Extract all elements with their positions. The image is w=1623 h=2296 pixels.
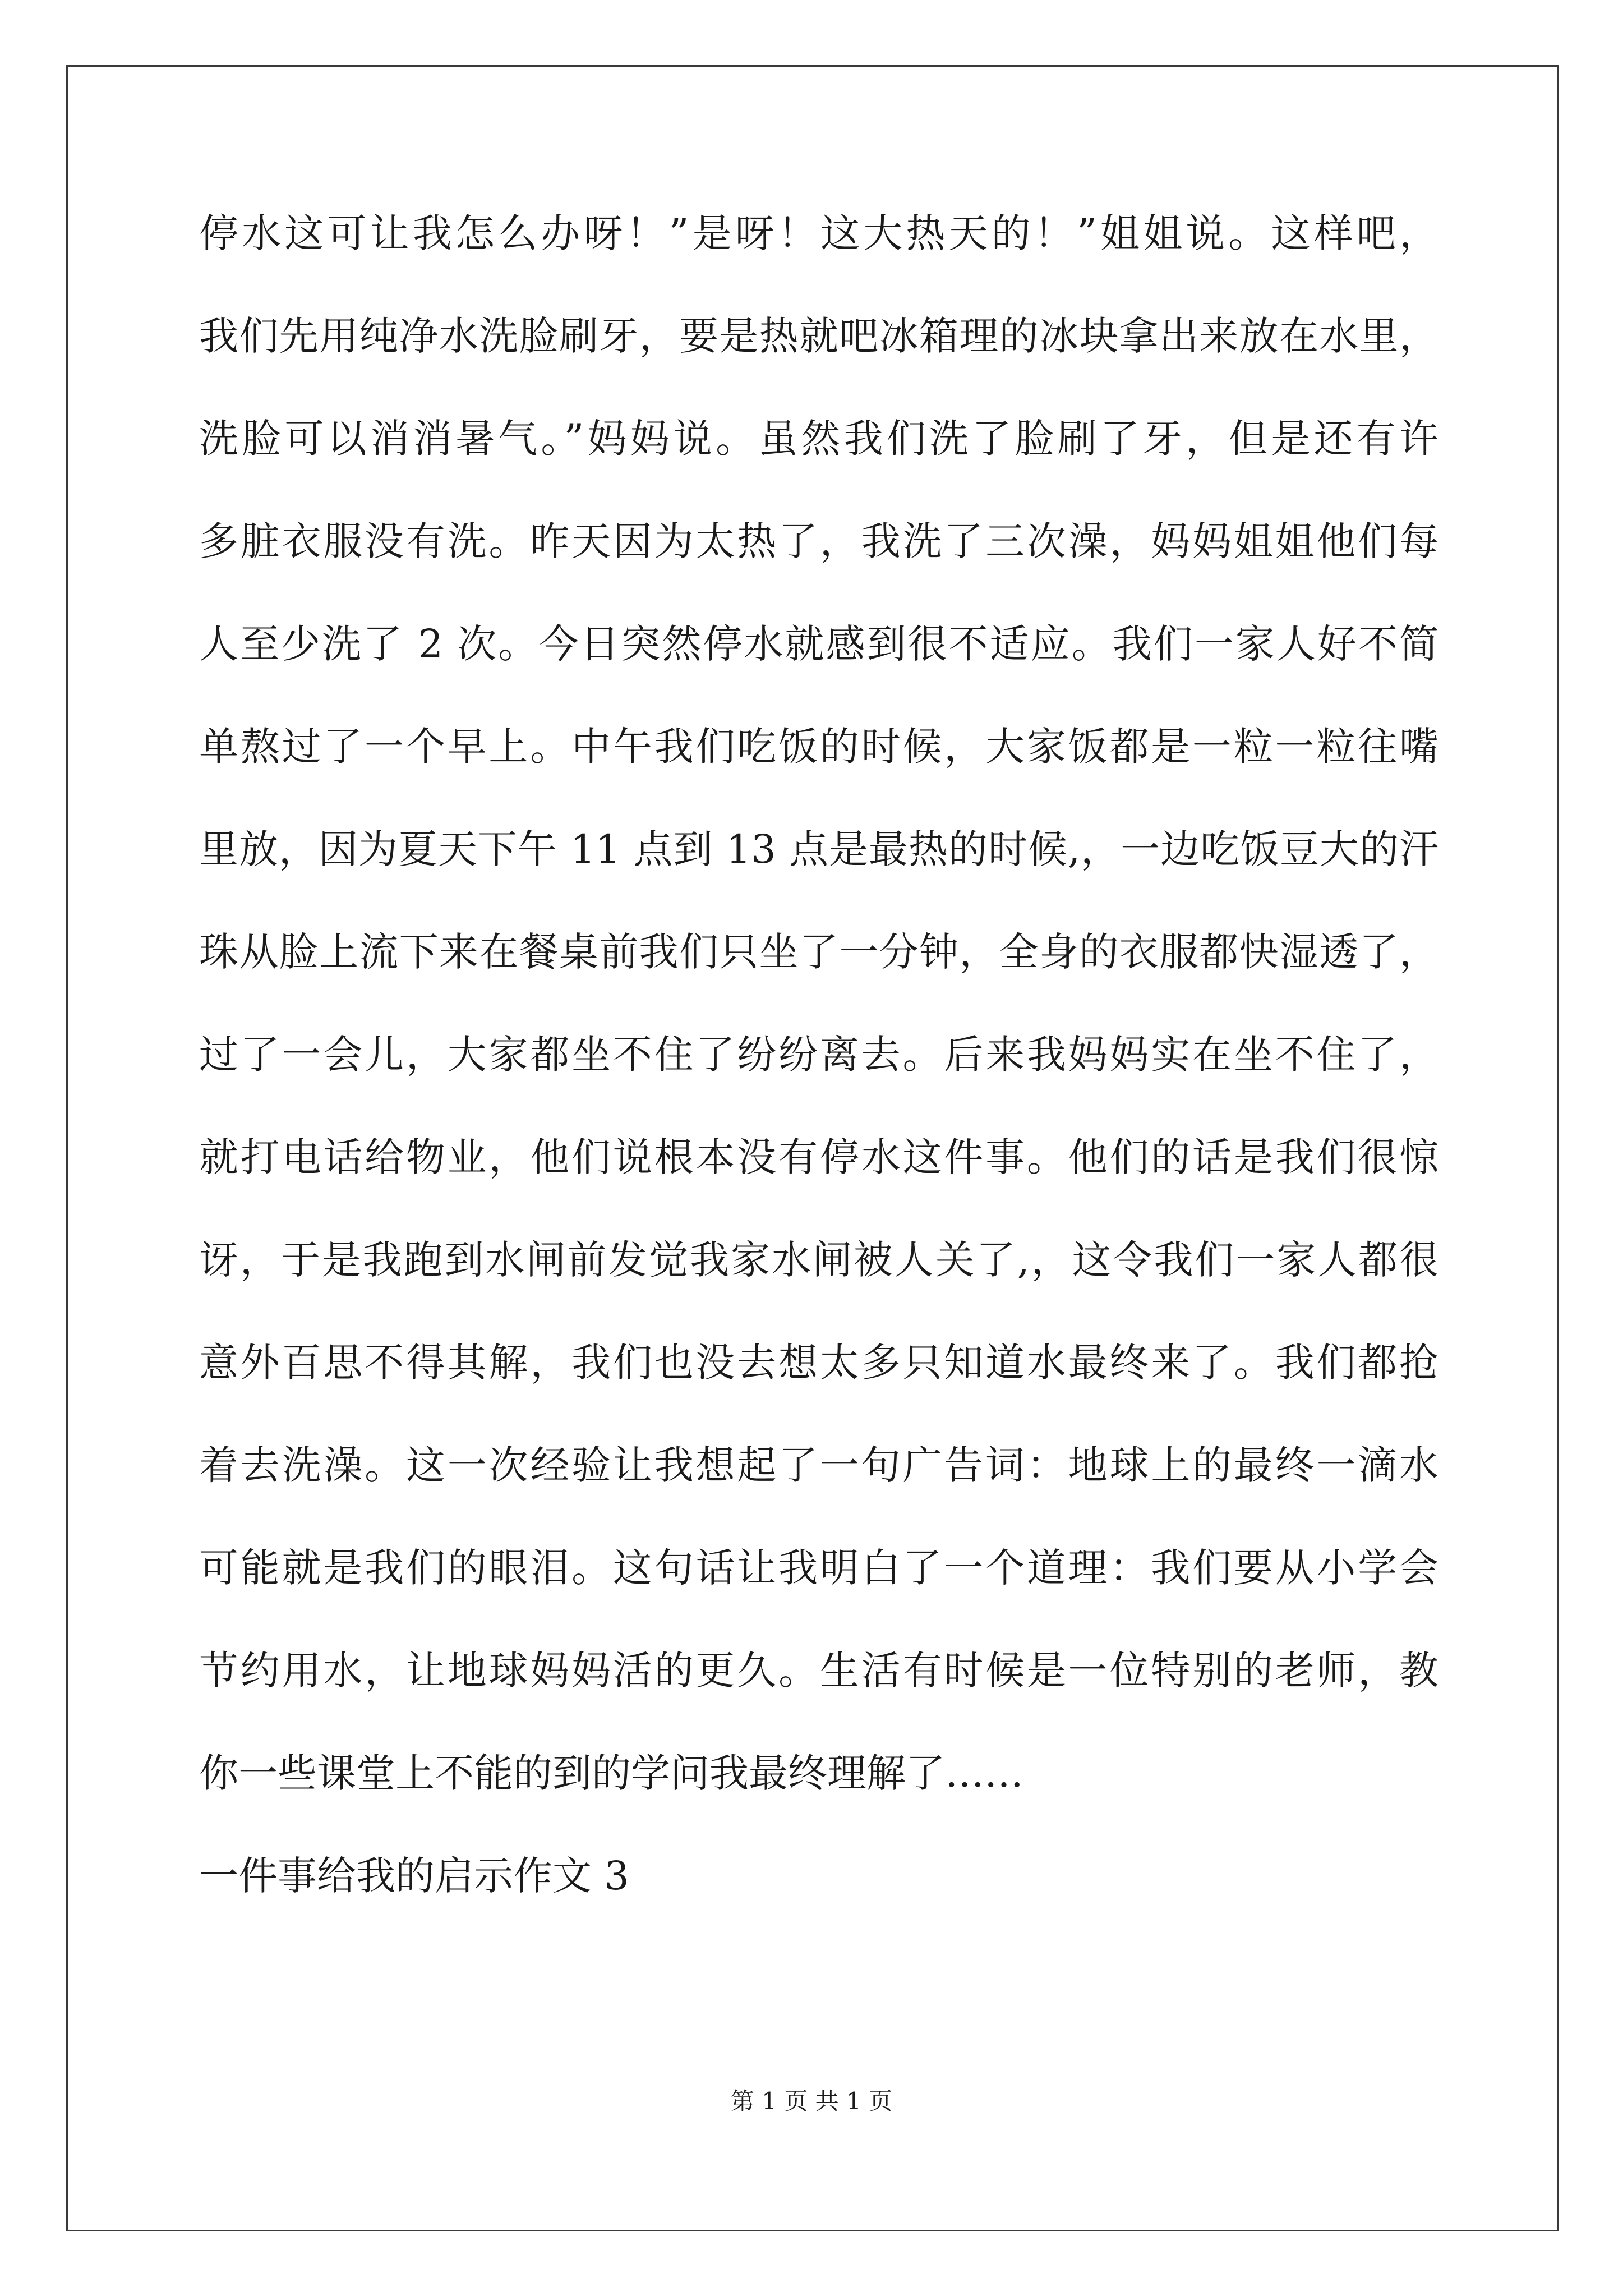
paragraph-line: 可能就是我们的眼泪。这句话让我明白了一个道理：我们要从小学会: [199, 1545, 1438, 1591]
paragraph-line: 多脏衣服没有洗。昨天因为太热了，我洗了三次澡，妈妈姐姐他们每: [199, 518, 1438, 564]
paragraph-line-last: 你一些课堂上不能的到的学问我最终理解了……: [199, 1750, 1023, 1796]
paragraph-line: 过了一会儿，大家都坐不住了纷纷离去。后来我妈妈实在坐不住了，: [199, 1032, 1438, 1078]
paragraph-line: 人至少洗了 2 次。今日突然停水就感到很不适应。我们一家人好不简: [199, 621, 1438, 667]
paragraph-line: 讶，于是我跑到水闸前发觉我家水闸被人关了,，这令我们一家人都很: [199, 1237, 1438, 1283]
paragraph-line: 单熬过了一个早上。中午我们吃饭的时候，大家饭都是一粒一粒往嘴: [199, 724, 1438, 770]
paragraph-line: 洗脸可以消消暑气。”妈妈说。虽然我们洗了脸刷了牙，但是还有许: [199, 416, 1438, 462]
section-heading: 一件事给我的启示作文 3: [199, 1853, 629, 1899]
paragraph-line: 意外百思不得其解，我们也没去想太多只知道水最终来了。我们都抢: [199, 1340, 1438, 1386]
paragraph-line: 珠从脸上流下来在餐桌前我们只坐了一分钟，全身的衣服都快湿透了，: [199, 929, 1438, 975]
paragraph-line: 就打电话给物业，他们说根本没有停水这件事。他们的话是我们很惊: [199, 1134, 1438, 1180]
paragraph-line: 停水这可让我怎么办呀！”是呀！这大热天的！”姐姐说。这样吧，: [199, 210, 1438, 256]
paragraph-line: 节约用水，让地球妈妈活的更久。生活有时候是一位特别的老师，教: [199, 1648, 1438, 1694]
document-body: [199, 208, 1438, 1902]
paragraph-line: 里放，因为夏天下午 11 点到 13 点是最热的时候,，一边吃饭豆大的汗: [199, 826, 1438, 872]
page-number-footer: 第 1 页 共 1 页: [730, 2087, 893, 2115]
paragraph-line: 我们先用纯净水洗脸刷牙，要是热就吧冰箱理的冰块拿出来放在水里，: [199, 313, 1438, 359]
paragraph-line: 着去洗澡。这一次经验让我想起了一句广告词：地球上的最终一滴水: [199, 1442, 1438, 1488]
